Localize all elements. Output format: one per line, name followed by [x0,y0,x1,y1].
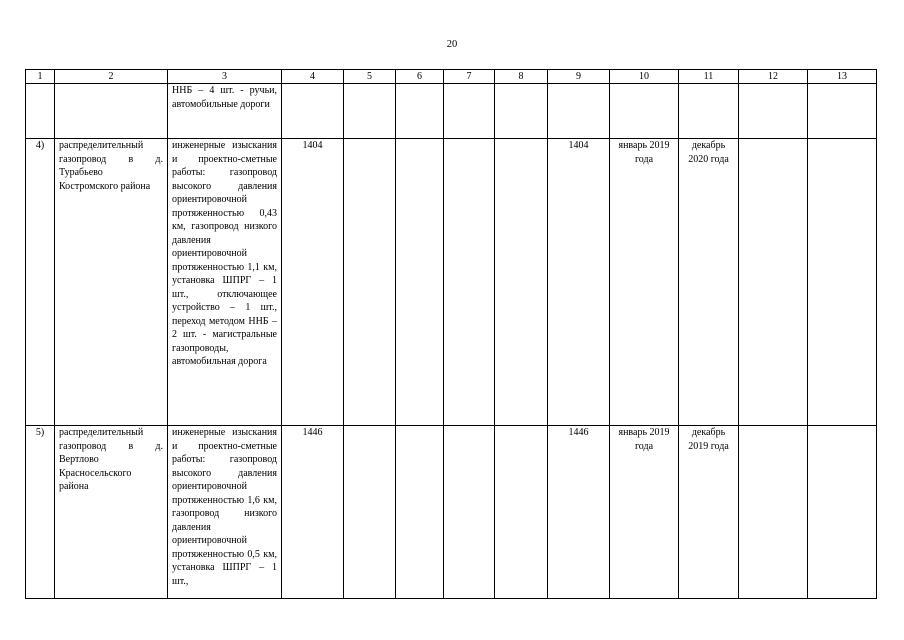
column-numbers-row [26,70,877,84]
column-header: 2 [55,70,168,84]
cell-col9 [548,84,610,139]
table-row-item-4 [26,139,877,426]
column-header: 3 [168,70,282,84]
cell-work-description: инженерные изыскания и проектно-сметные работы: газопровод высокого давления ориентировочной протяженностью 0,43 км, газопровод низкого давления ориентировочной протяженностью 1,1 км, установка ШПРГ – 1 шт., отключающее устройство – 1 шт., переход методом ННБ – 2 шт. - магистральные газопроводы, автомобильная дорога [168,139,282,426]
column-header: 9 [548,70,610,84]
column-header: 10 [610,70,679,84]
cell-work-description: ННБ – 4 шт. - ручьи, автомобильные дороги [168,84,282,139]
column-header: 4 [282,70,344,84]
cell-col9: 1404 [548,139,610,426]
cell-col7 [444,426,495,599]
column-header: 7 [444,70,495,84]
cell-col5 [344,84,396,139]
cell-col5 [344,426,396,599]
cell-col9: 1446 [548,426,610,599]
cell-col4: 1446 [282,426,344,599]
cell-object-name [55,84,168,139]
cell-col7 [444,84,495,139]
cell-work-description: инженерные изыскания и проектно-сметные работы: газопровод высокого давления ориентировочной протяженностью 1,6 км, газопровод низкого давления ориентировочной протяженностью 0,5 км, установка ШПРГ – 1 шт., [168,426,282,599]
cell-col8 [495,84,548,139]
cell-col4 [282,84,344,139]
column-header: 12 [739,70,808,84]
cell-start-date [610,84,679,139]
cell-col7 [444,139,495,426]
table-row-item-5 [26,426,877,599]
cell-start-date: январь 2019 года [610,139,679,426]
document-table [25,69,877,599]
cell-col8 [495,139,548,426]
column-header: 8 [495,70,548,84]
table-row-continuation [26,84,877,139]
cell-end-date: декабрь 2019 года [679,426,739,599]
column-header: 11 [679,70,739,84]
cell-col12 [739,84,808,139]
cell-index: 4) [26,139,55,426]
cell-end-date: декабрь 2020 года [679,139,739,426]
cell-col6 [396,84,444,139]
cell-col6 [396,426,444,599]
cell-col12 [739,426,808,599]
column-header: 5 [344,70,396,84]
cell-object-name: распределительный газопровод в д. Турабьево Костромского района [55,139,168,426]
cell-col6 [396,139,444,426]
cell-col5 [344,139,396,426]
cell-index [26,84,55,139]
cell-col4: 1404 [282,139,344,426]
cell-start-date: январь 2019 года [610,426,679,599]
column-header: 1 [26,70,55,84]
page-number: 20 [446,39,458,50]
cell-object-name: распределительный газопровод в д. Вертлово Красносельского района [55,426,168,599]
cell-index: 5) [26,426,55,599]
cell-end-date [679,84,739,139]
cell-col13 [808,426,877,599]
column-header: 6 [396,70,444,84]
cell-col12 [739,139,808,426]
cell-col8 [495,426,548,599]
cell-col13 [808,139,877,426]
cell-col13 [808,84,877,139]
column-header: 13 [808,70,877,84]
